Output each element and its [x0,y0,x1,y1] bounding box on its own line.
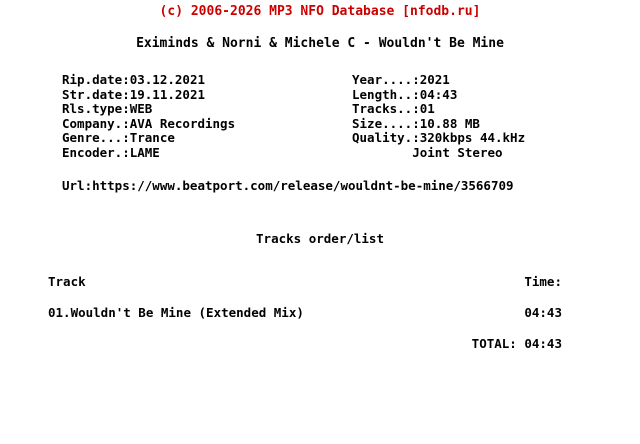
info-row [352,146,525,161]
info-value: LAME [129,144,160,160]
info-row [62,73,235,88]
track-name: 01.Wouldn't Be Mine (Extended Mix) [48,305,304,320]
info-row [352,88,525,103]
column-header-time: Time: [524,274,562,289]
release-info [0,72,640,160]
column-header-track: Track [48,274,86,289]
tracklist-total [0,336,640,351]
info-label: Rls.type: [62,101,130,117]
info-value: 19.11.2021 [129,86,205,102]
info-row [62,88,235,103]
info-value: 10.88 MB [419,115,480,131]
info-value: 01 [419,101,435,117]
tracklist-item [48,305,562,320]
info-row [62,131,235,146]
info-label [352,146,412,161]
info-row [62,146,235,161]
info-value: Joint Stereo [412,144,503,160]
total-time: 04:43 [524,336,562,351]
info-label: Rip.date: [62,72,130,87]
info-value: 320kbps 44.kHz [419,130,526,146]
info-value: WEB [129,101,153,117]
info-label: Quality.: [352,130,420,146]
info-label: Tracks..: [352,101,420,117]
tracklist [0,274,640,320]
info-row [352,117,525,132]
info-label: Company.: [62,115,130,131]
info-row [62,117,235,132]
info-row [352,102,525,117]
release-title: Eximinds & Norni & Michele C - Wouldn't Be Mine [136,36,504,51]
database-header: (c) 2006-2026 MP3 NFO Database [nfodb.ru] [159,4,481,19]
release-url[interactable]: Url:https://www.beatport.com/release/wouldnt-be-mine/3566709 [62,178,514,193]
track-time: 04:43 [524,305,562,320]
info-row [352,131,525,146]
info-value: 04:43 [419,86,458,102]
info-label: Encoder.: [62,144,130,160]
total-label: TOTAL: [471,336,517,351]
info-value: 2021 [419,72,450,87]
info-row [352,73,525,88]
tracklist-header [48,274,562,289]
info-value: Trance [129,130,175,146]
info-row [62,102,235,117]
info-column-right [352,73,525,161]
info-label: Year....: [352,72,420,87]
info-label: Size....: [352,115,420,131]
tracks-heading: Tracks order/list [256,231,384,246]
info-label: Genre...: [62,130,130,146]
info-label: Str.date: [62,86,130,102]
info-label: Length..: [352,86,420,102]
info-value: AVA Recordings [129,115,236,131]
info-value: 03.12.2021 [129,72,205,87]
info-column-left [62,73,235,161]
